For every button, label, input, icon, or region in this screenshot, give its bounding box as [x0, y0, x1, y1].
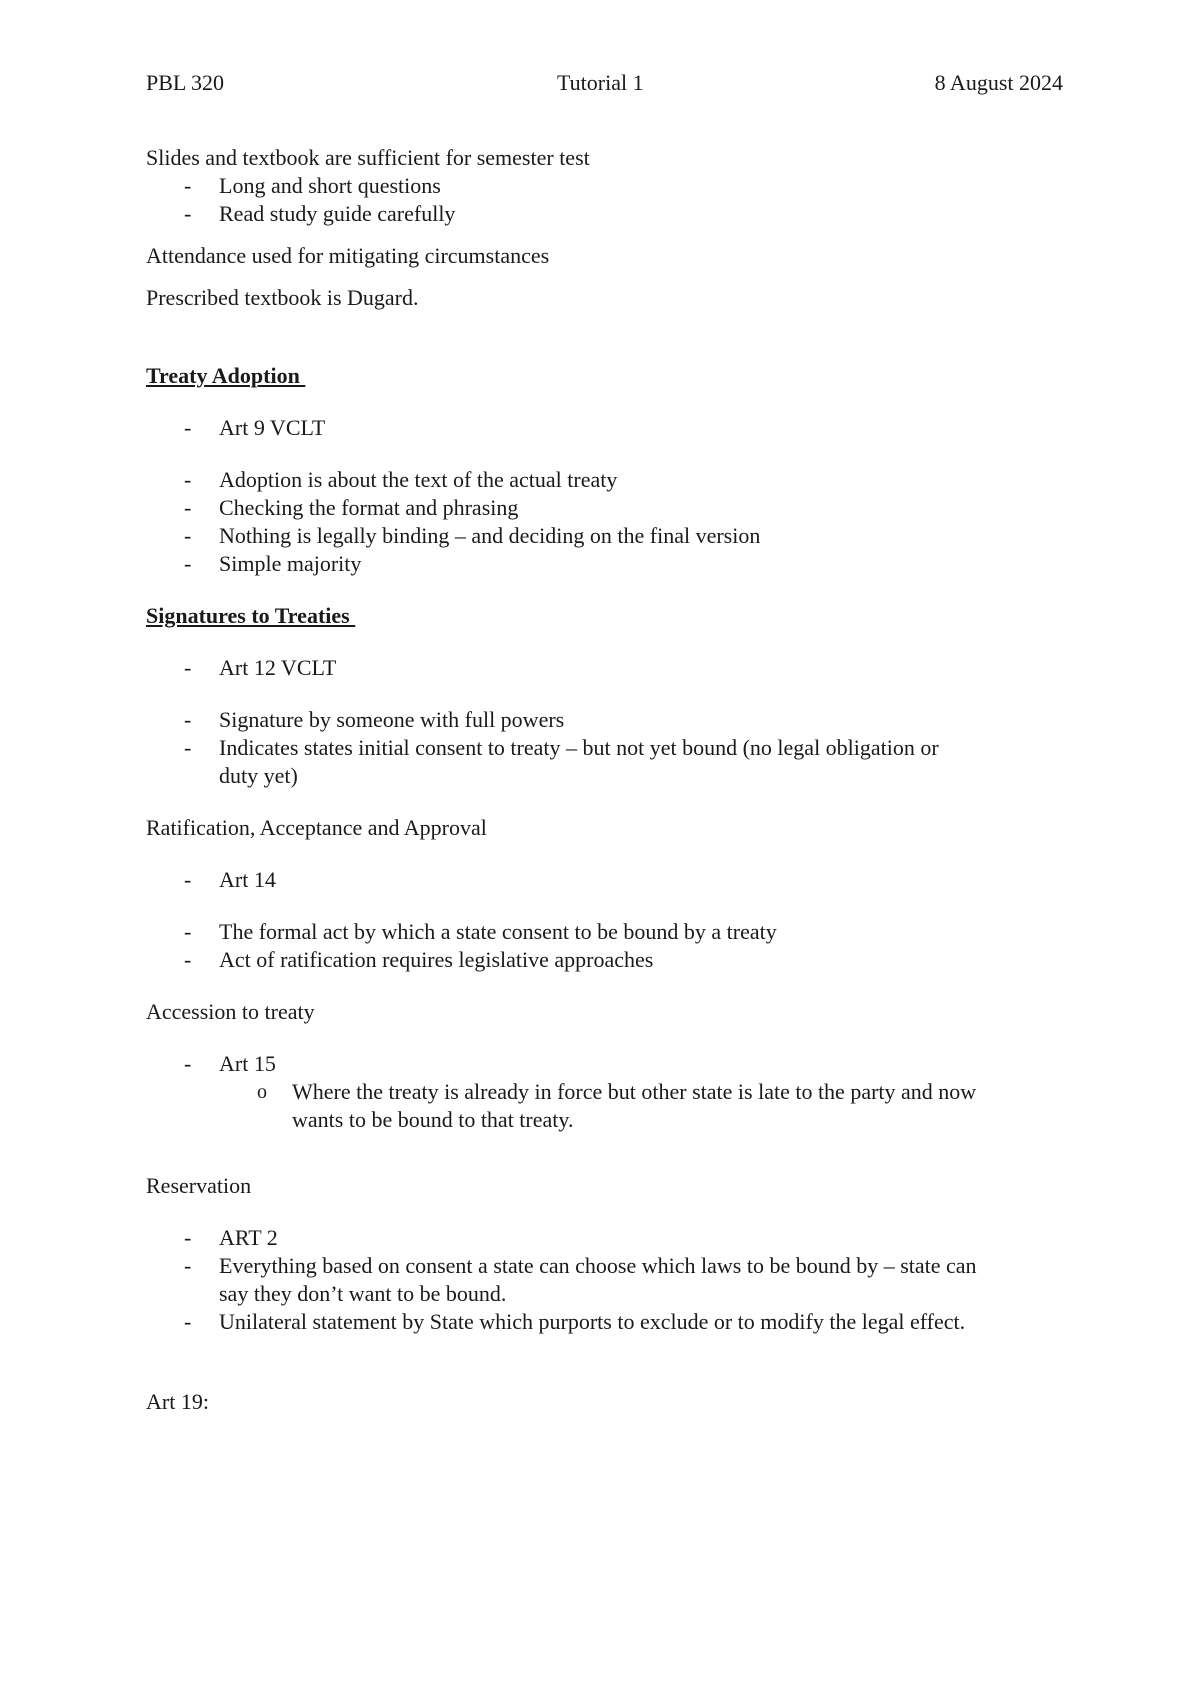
signatures-list [146, 706, 1063, 790]
dash-bullet: - [184, 551, 192, 576]
intro-line: Slides and textbook are sufficient for semester test [146, 145, 590, 170]
dash-bullet: - [184, 415, 192, 440]
dash-bullet: - [184, 173, 192, 198]
dash-bullet: - [184, 1253, 192, 1278]
intro-list [146, 172, 1063, 228]
list-item: - Art 14 [184, 867, 276, 892]
tutorial-title: Tutorial 1 [557, 70, 644, 95]
course-code: PBL 320 [146, 70, 225, 95]
section-heading-accession: Accession to treaty [146, 999, 315, 1024]
dash-bullet: - [184, 947, 192, 972]
list-item: - Indicates states initial consent to treaty – but not yet bound (no legal obligation or duty yet) [184, 735, 939, 788]
header-date: 8 August 2024 [934, 70, 1063, 95]
list-item: - Art 12 VCLT [184, 655, 337, 680]
dash-bullet: - [184, 523, 192, 548]
accession-list [146, 1050, 1063, 1134]
list-item: - Read study guide carefully [184, 201, 456, 226]
dash-bullet: - [184, 707, 192, 732]
section-heading-reservation: Reservation [146, 1173, 252, 1198]
list-item: - Checking the format and phrasing [184, 495, 519, 520]
page-header [146, 70, 1063, 100]
dash-bullet: - [184, 867, 192, 892]
list-item: - Unilateral statement by State which purports to exclude or to modify the legal effect. [184, 1309, 966, 1334]
adoption-list [146, 466, 1063, 578]
dash-bullet: - [184, 735, 192, 760]
list-item: - The formal act by which a state consent to be bound by a treaty [184, 919, 777, 944]
section-heading-treaty-adoption: Treaty Adoption [146, 363, 306, 388]
list-item: - Long and short questions [184, 173, 441, 198]
dash-bullet: - [184, 201, 192, 226]
dash-bullet: - [184, 1051, 192, 1076]
list-item: - Art 9 VCLT [184, 415, 326, 440]
dash-bullet: - [184, 919, 192, 944]
dash-bullet: - [184, 1309, 192, 1334]
reservation-list [146, 1224, 1063, 1336]
textbook-note: Prescribed textbook is Dugard. [146, 285, 419, 310]
art-19-label: Art 19: [146, 1389, 209, 1414]
section-heading-ratification: Ratification, Acceptance and Approval [146, 815, 487, 840]
list-item: - Everything based on consent a state can choose which laws to be bound by – state can say they don’t want to be bound. [184, 1253, 977, 1306]
list-item: - ART 2 [184, 1225, 278, 1250]
list-item: - Simple majority [184, 551, 362, 576]
circle-bullet: o [257, 1081, 267, 1103]
list-item: - Nothing is legally binding – and deciding on the final version [184, 523, 761, 548]
dash-bullet: - [184, 1225, 192, 1250]
list-item: - Art 15 o Where the treaty is already in force but other state is late to the party and now wants to be bound to that treaty. [146, 1050, 1063, 1134]
dash-bullet: - [184, 467, 192, 492]
sub-list-item: o Where the treaty is already in force but other state is late to the party and now wants to be bound to that treaty. [257, 1079, 977, 1132]
dash-bullet: - [184, 495, 192, 520]
document-page [146, 70, 1063, 1416]
list-item: - Act of ratification requires legislative approaches [184, 947, 654, 972]
dash-bullet: - [184, 655, 192, 680]
list-item: - Signature by someone with full powers [184, 707, 565, 732]
ratification-article-list [146, 866, 1063, 894]
adoption-article-list [146, 414, 1063, 442]
section-heading-signatures: Signatures to Treaties [146, 603, 356, 628]
attendance-note: Attendance used for mitigating circumstances [146, 243, 550, 268]
ratification-list [146, 918, 1063, 974]
signatures-article-list [146, 654, 1063, 682]
accession-sublist [219, 1078, 1063, 1134]
list-item: - Adoption is about the text of the actual treaty [184, 467, 618, 492]
